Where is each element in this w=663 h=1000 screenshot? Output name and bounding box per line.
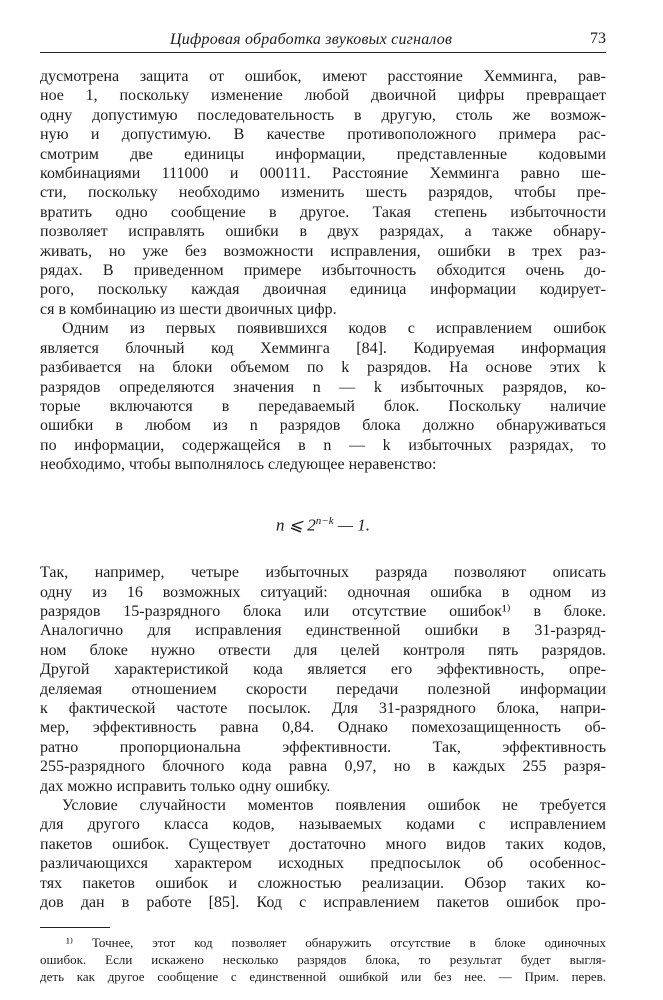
text-line: дусмотрена защита от ошибок, имеют расстояние Хемминга, рав- bbox=[40, 68, 606, 85]
formula-exponent: n−k bbox=[315, 514, 334, 527]
text-line: дах можно исправить только одну ошибку. bbox=[40, 777, 331, 795]
text-line: вратить одно сообщение в другое. Такая степень избыточности bbox=[40, 203, 606, 221]
paragraph-3 bbox=[40, 563, 606, 796]
text-line: является блочный код Хемминга [84]. Кодируемая информация bbox=[40, 339, 606, 357]
text-line: комбинациями 111000 и 000111. Расстояние Хемминга равно ше- bbox=[40, 165, 606, 183]
footnote-line: ошибок. Если искажено несколько разрядов блока, то результат будет выгля- bbox=[40, 951, 606, 967]
text-line: Другой характеристикой кода является его эффективность, опре- bbox=[40, 661, 606, 679]
running-title: Цифровая обработка звуковых сигналов bbox=[170, 31, 453, 48]
text-line: ратно пропорциональна эффективности. Так, эффективность bbox=[40, 738, 606, 756]
text-line: ную и допустимую. В качестве противоположного примера рас- bbox=[40, 126, 606, 144]
text-line: разрядов 15-разрядного блока или отсутствие ошибок¹⁾ в блоке. bbox=[40, 603, 606, 620]
paragraph-1 bbox=[40, 67, 606, 319]
text-line: ном блоке нужно отвести для целей контроля пять разрядов. bbox=[40, 641, 606, 659]
text-line: Условие случайности моментов появления ошибок не требуется bbox=[62, 797, 606, 815]
text-line: сти, поскольку необходимо изменить шесть разрядов, чтобы пре- bbox=[40, 184, 606, 202]
text-line: разбивается на блоки объемом по k разрядов. На основе этих k bbox=[40, 359, 606, 377]
inequality-formula bbox=[40, 511, 606, 536]
body-text bbox=[40, 67, 606, 913]
text-line: мер, эффективность равна 0,84. Однако помехозащищенность об- bbox=[40, 719, 606, 737]
footnote bbox=[40, 934, 606, 985]
text-line: различающихся характером исходных предпосылок об особеннос- bbox=[40, 855, 606, 873]
formula-rhs: — 1. bbox=[333, 515, 370, 535]
text-line: деляемая отношением скорости передачи полезной информации bbox=[40, 680, 606, 698]
text-line: Одним из первых появившихся кодов с исправлением ошибок bbox=[62, 320, 606, 338]
text-line: необходимо, чтобы выполнялось следующее неравенство: bbox=[40, 456, 437, 474]
footnote-line: деть как другое сообщение с единственной ошибкой или без нее. — Прим. перев. bbox=[40, 968, 606, 984]
text-line: для другого класса кодов, называемых кодами с исправлением bbox=[40, 816, 606, 834]
text-line: рого, поскольку каждая двоичная единица информации кодирует- bbox=[40, 281, 606, 299]
text-line: торые включаются в передаваемый блок. Поскольку наличие bbox=[40, 397, 606, 415]
footnote-divider bbox=[40, 927, 110, 928]
paragraph-2 bbox=[40, 319, 606, 474]
text-line: позволяет исправлять ошибки в двух разрядах, а также обнару- bbox=[40, 223, 606, 241]
book-page bbox=[40, 28, 606, 985]
footnote-line: ¹⁾ Точнее, этот код позволяет обнаружить отсутствие в блоке одиночных bbox=[66, 934, 606, 950]
text-line: по информации, содержащейся в n — k избыточных разрядах, то bbox=[40, 436, 606, 454]
text-line: одну допустимую последовательность в другую, столь же возмож- bbox=[40, 106, 606, 124]
page-number: 73 bbox=[590, 30, 606, 47]
formula-lhs: n ⩽ 2 bbox=[276, 515, 316, 535]
text-line: Аналогично для исправления единственной ошибки в 31-разряд- bbox=[40, 622, 606, 640]
text-line: пакетов ошибок. Существует достаточно много видов таких кодов, bbox=[40, 835, 606, 853]
page-header bbox=[40, 28, 606, 53]
text-line: 255-разрядного блочного кода равна 0,97, но в каждых 255 разря- bbox=[40, 758, 606, 776]
paragraph-4 bbox=[40, 796, 606, 912]
text-line: смотрим две единицы информации, представленные кодовыми bbox=[40, 145, 606, 163]
text-line: ное 1, поскольку изменение любой двоичной цифры превращает bbox=[40, 87, 606, 105]
text-line: разрядов определяются значения n — k избыточных разрядов, ко- bbox=[40, 378, 606, 396]
text-line: дов дан в работе [85]. Код с исправлением пакетов ошибок про- bbox=[40, 894, 606, 912]
text-line: живать, но уже без возможности исправления, ошибки в трех раз- bbox=[40, 242, 606, 260]
text-line: одну из 16 возможных ситуаций: одночная ошибка в одном из bbox=[40, 583, 606, 601]
text-line: рядах. В приведенном примере избыточность обходится очень до- bbox=[40, 262, 606, 280]
text-line: к фактической частоте посылок. Для 31-разрядного блока, напри- bbox=[40, 700, 606, 718]
text-line: тях пакетов ошибок и сложностью реализации. Обзор таких ко- bbox=[40, 874, 606, 892]
text-line: ся в комбинацию из шести двоичных цифр. bbox=[40, 300, 337, 318]
text-line: Так, например, четыре избыточных разряда позволяют описать bbox=[40, 564, 606, 582]
text-line: ошибки в любом из n разрядов блока должно обнаруживаться bbox=[40, 417, 606, 435]
